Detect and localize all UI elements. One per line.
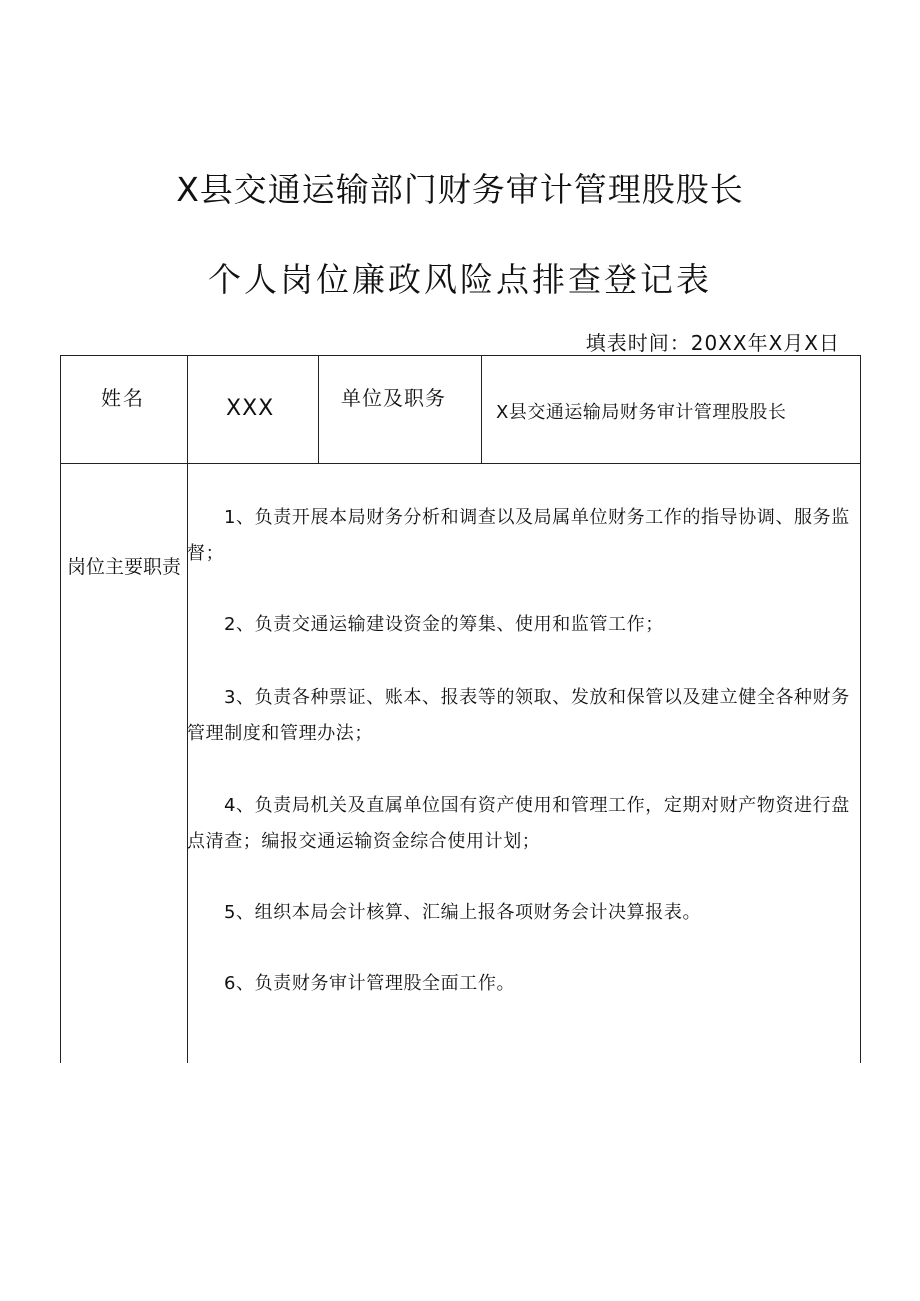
table-right-border — [860, 355, 861, 1063]
table-row-divider — [60, 463, 861, 464]
unit-position-label: 单位及职务 — [341, 386, 446, 410]
duty-item: 3、负责各种票证、账本、报表等的领取、发放和保管以及建立健全各种财务管理制度和管理办法； — [187, 687, 850, 744]
table-top-border — [60, 355, 861, 356]
name-label: 姓名 — [101, 386, 145, 410]
duty-item: 6、负责财务审计管理股全面工作。 — [224, 973, 516, 994]
fill-date: 填表时间：20XX年X月X日 — [585, 331, 840, 355]
duty-item: 1、负责开展本局财务分析和调查以及局属单位财务工作的指导协调、服务监督； — [187, 507, 850, 564]
name-value: XXX — [226, 396, 275, 421]
duty-item: 5、组织本局会计核算、汇编上报各项财务会计决算报表。 — [224, 902, 702, 923]
unit-position-value: X县交通运输局财务审计管理股股长 — [496, 402, 787, 423]
table-left-border — [60, 355, 61, 1063]
table-col-divider-3 — [481, 355, 482, 463]
duty-item: 2、负责交通运输建设资金的筹集、使用和监管工作； — [224, 614, 664, 635]
document-title-line-1: X县交通运输部门财务审计管理股股长 — [176, 170, 744, 209]
document-title-line-2: 个人岗位廉政风险点排查登记表 — [208, 260, 712, 299]
table-col-divider-2 — [318, 355, 319, 463]
main-duties-label: 岗位主要职责 — [66, 556, 181, 578]
duty-item: 4、负责局机关及直属单位国有资产使用和管理工作，定期对财产物资进行盘点清查；编报交通运输资金综合使用计划； — [187, 795, 850, 852]
